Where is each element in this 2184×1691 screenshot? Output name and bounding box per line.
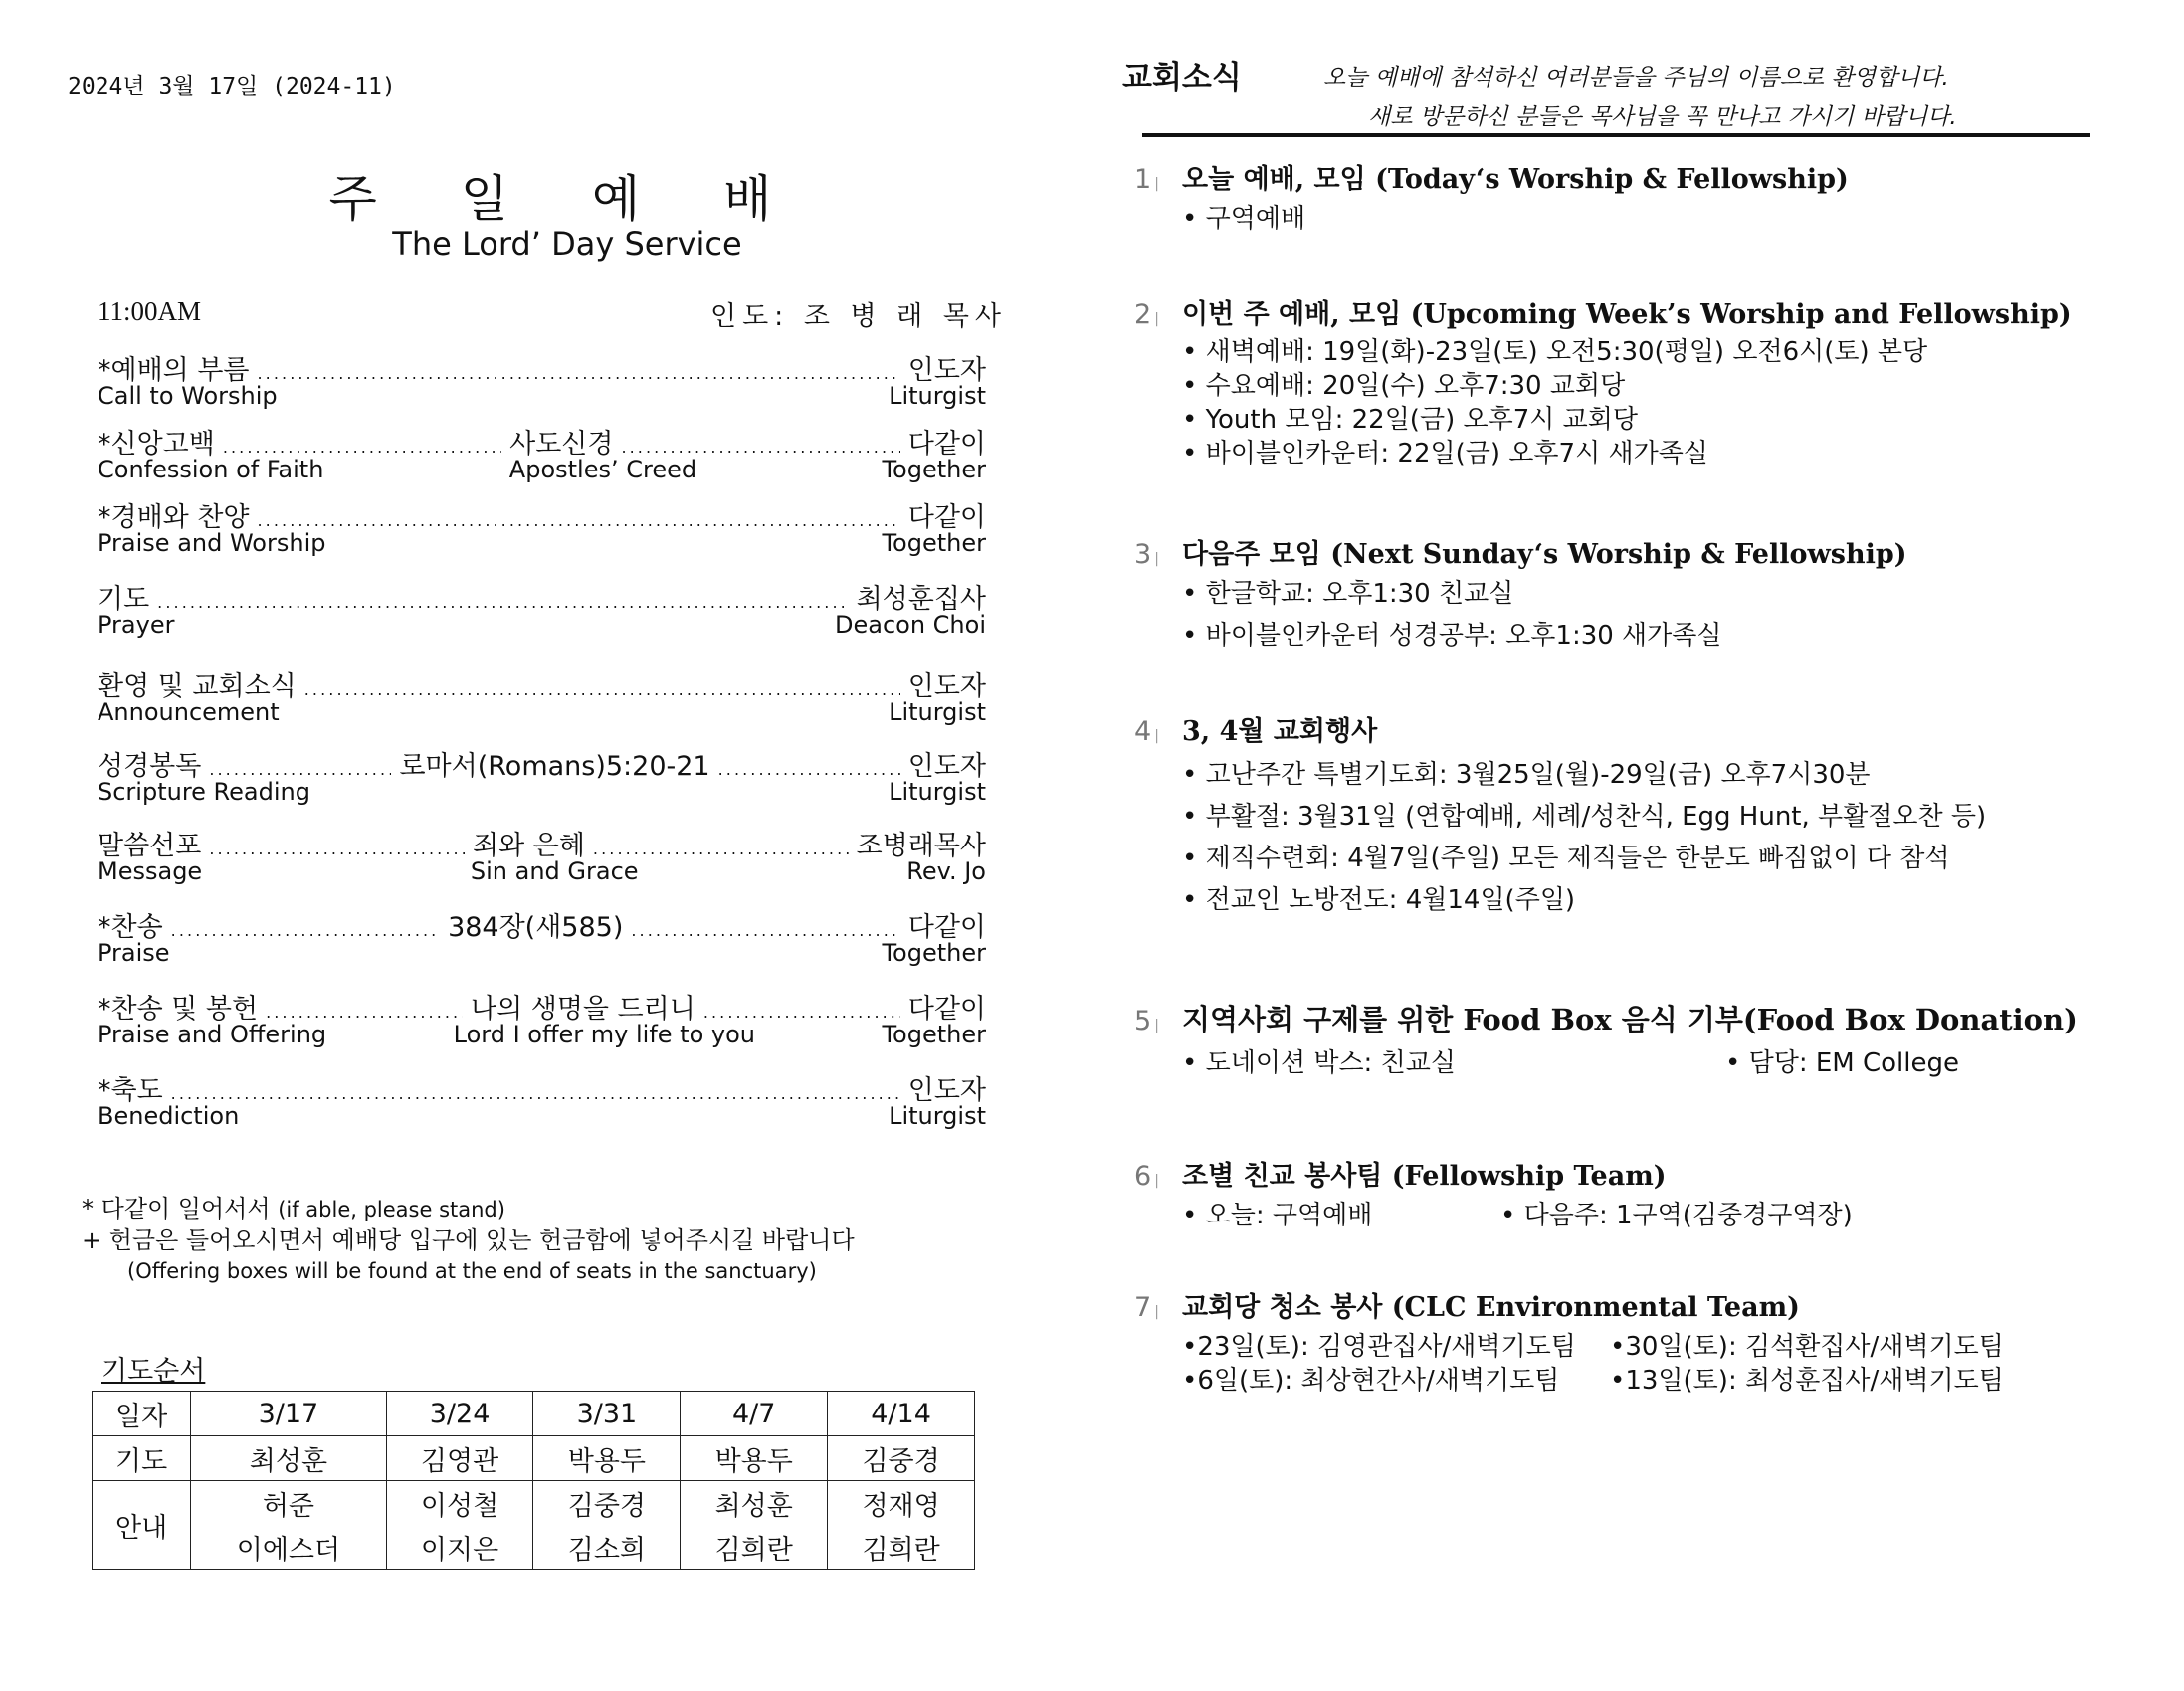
order-role-en: Deacon Choi — [835, 611, 986, 639]
table-cell: 이에스더 — [191, 1525, 386, 1570]
order-role-ko: 인도자 — [907, 1075, 986, 1106]
dot-leader — [304, 671, 900, 702]
table-cell: 일자 — [93, 1392, 191, 1436]
table-cell: 최성훈 — [681, 1481, 828, 1526]
table-cell: 3/24 — [386, 1392, 533, 1436]
order-role-ko: 인도자 — [907, 355, 986, 386]
section-title: 이번 주 예배, 모임 (Upcoming Week’s Worship and Fellowship) — [1182, 299, 2072, 330]
news-section — [1134, 998, 2080, 1080]
order-en: Confession of Faith — [98, 456, 324, 483]
list-item: • 바이블인카운터: 22일(금) 오후7시 새가족실 — [1182, 439, 1708, 469]
order-item-praise-worship — [98, 495, 986, 559]
order-content-en: Sin and Grace — [470, 857, 639, 885]
order-role-ko: 다같이 — [907, 502, 986, 533]
order-ko: *찬송 — [98, 912, 163, 943]
order-content-ko: 나의 생명을 드리니 — [471, 994, 695, 1025]
list-item: • 다음주: 1구역(김중경구역장) — [1500, 1201, 1853, 1230]
order-ko: *찬송 및 봉헌 — [98, 994, 259, 1025]
table-cell: 김영관 — [386, 1436, 533, 1481]
table-cell: 김희란 — [681, 1525, 828, 1570]
news-section — [1134, 709, 2080, 917]
table-cell: 기도 — [93, 1436, 191, 1481]
order-item-hymn — [98, 905, 986, 969]
news-section — [1134, 532, 2080, 653]
order-en: Announcement — [98, 698, 280, 726]
table-cell: 박용두 — [533, 1436, 681, 1481]
section-number: 5 | — [1134, 1006, 1182, 1036]
table-cell: 허준 — [191, 1481, 386, 1526]
list-item: • 고난주간 특별기도회: 3월25일(월)-29일(금) 오후7시30분 — [1182, 760, 1871, 790]
order-ko: *경배와 찬양 — [98, 502, 250, 533]
table-row — [93, 1525, 975, 1570]
list-item: •23일(토): 김영관집사/새벽기도팀 — [1182, 1332, 1576, 1362]
order-role-ko: 다같이 — [907, 429, 986, 460]
order-content-ko: 사도신경 — [509, 429, 614, 460]
order-item-announcement — [98, 664, 986, 728]
table-cell: 4/7 — [681, 1392, 828, 1436]
dot-leader — [258, 355, 900, 386]
section-number: 6 | — [1134, 1161, 1182, 1192]
list-item: • 오늘: 구역예배 — [1182, 1201, 1373, 1230]
welcome-line: 새로 방문하신 분들은 목사님을 꼭 만나고 가시기 바랍니다. — [1368, 104, 1957, 130]
order-role-en: Rev. Jo — [906, 857, 986, 885]
service-title-english: The Lord’ Day Service — [392, 225, 742, 263]
section-number: 4 | — [1134, 716, 1182, 747]
table-row — [93, 1436, 975, 1481]
order-role-ko: 다같이 — [907, 912, 987, 943]
list-item: • 부활절: 3월31일 (연합예배, 세례/성찬식, Egg Hunt, 부활절오찬 등) — [1182, 802, 1987, 832]
table-row — [93, 1392, 975, 1436]
order-role-ko: 인도자 — [907, 671, 986, 702]
stand-note-en: (if able, please stand) — [278, 1198, 505, 1221]
list-item: •6일(토): 최상현간사/새벽기도팀 — [1182, 1366, 1560, 1396]
order-item-call-to-worship — [98, 348, 986, 412]
section-title: 3, 4월 교회행사 — [1182, 716, 1378, 747]
list-item: • 한글학교: 오후1:30 친교실 — [1182, 579, 1514, 609]
news-section — [1134, 157, 2080, 236]
table-cell: 김소희 — [533, 1525, 681, 1570]
order-item-confession — [98, 422, 986, 485]
section-number: 1 | — [1134, 164, 1182, 195]
section-number: 7 | — [1134, 1292, 1182, 1323]
church-news-title: 교회소식 — [1122, 60, 1242, 95]
service-notes — [82, 1194, 855, 1287]
list-item: • 제직수련회: 4월7일(주일) 모든 제직들은 한분도 빠짐없이 다 참석 — [1182, 844, 1950, 873]
table-cell: 김희란 — [828, 1525, 975, 1570]
order-item-message — [98, 824, 986, 887]
dot-leader — [157, 584, 848, 615]
prayer-order-table — [92, 1391, 975, 1570]
section-title: 오늘 예배, 모임 (Today‘s Worship & Fellowship) — [1182, 164, 1849, 195]
list-item: • Youth 모임: 22일(금) 오후7시 교회당 — [1182, 405, 1638, 435]
order-content-ko: 로마서(Romans)5:20-21 — [399, 751, 710, 782]
list-item: • 도네이션 박스: 친교실 — [1182, 1048, 1456, 1078]
service-leader: 인도: 조 병 래 목사 — [710, 301, 1008, 332]
order-en: Call to Worship — [98, 382, 278, 410]
order-role-en: Liturgist — [889, 382, 986, 410]
order-role-ko: 최성훈집사 — [856, 584, 986, 615]
news-section — [1134, 1154, 2080, 1232]
section-title: 조별 친교 봉사팀 (Fellowship Team) — [1182, 1161, 1667, 1192]
list-item: • 수요예배: 20일(수) 오후7:30 교회당 — [1182, 371, 1626, 401]
order-role-en: Together — [882, 529, 986, 557]
order-ko: *예배의 부름 — [98, 355, 250, 386]
order-ko: 말씀선포 — [98, 831, 202, 861]
dot-leader — [258, 502, 900, 533]
list-item: • 담당: EM College — [1725, 1048, 1959, 1078]
order-en: Praise — [98, 939, 170, 967]
table-cell: 박용두 — [681, 1436, 828, 1481]
service-title-korean: 주 일 예 배 — [328, 170, 806, 228]
order-en: Message — [98, 857, 203, 885]
order-en: Benediction — [98, 1102, 240, 1130]
table-cell: 3/17 — [191, 1392, 386, 1436]
order-item-prayer — [98, 577, 986, 641]
dot-leader — [171, 912, 440, 943]
list-item: • 전교인 노방전도: 4월14일(주일) — [1182, 885, 1576, 915]
order-item-scripture — [98, 744, 986, 808]
table-cell: 3/31 — [533, 1392, 681, 1436]
order-content-ko: 384장(새585) — [448, 912, 624, 943]
list-item: •30일(토): 김석환집사/새벽기도팀 — [1610, 1332, 2004, 1362]
order-item-benediction — [98, 1068, 986, 1132]
order-en: Scripture Reading — [98, 778, 310, 806]
table-cell: 안내 — [93, 1481, 191, 1570]
news-section — [1134, 292, 2080, 470]
section-title: 다음주 모임 (Next Sunday‘s Worship & Fellowship) — [1182, 539, 1907, 570]
table-cell: 최성훈 — [191, 1436, 386, 1481]
table-row — [93, 1481, 975, 1526]
order-en: Praise and Offering — [98, 1021, 327, 1048]
order-ko: 성경봉독 — [98, 751, 202, 782]
stand-note-ko: * 다같이 일어서서 — [82, 1195, 271, 1222]
service-time: 11:00AM — [98, 296, 202, 326]
order-role-ko: 조병래목사 — [856, 831, 987, 861]
order-content-en: Lord I offer my life to you — [453, 1021, 755, 1048]
prayer-order-title: 기도순서 — [101, 1356, 206, 1387]
order-role-en: Liturgist — [889, 778, 986, 806]
table-cell: 정재영 — [828, 1481, 975, 1526]
section-title: 교회당 청소 봉사 (CLC Environmental Team) — [1182, 1292, 1800, 1323]
list-item: • 새벽예배: 19일(화)-23일(토) 오전5:30(평일) 오전6시(토) 본당 — [1182, 337, 1928, 367]
order-content-ko: 죄와 은혜 — [473, 831, 585, 861]
bulletin-date: 2024년 3월 17일 (2024-11) — [68, 74, 396, 99]
list-item: •13일(토): 최성훈집사/새벽기도팀 — [1610, 1366, 2004, 1396]
table-cell: 김중경 — [533, 1481, 681, 1526]
divider — [1142, 133, 2090, 137]
order-ko: *신앙고백 — [98, 429, 215, 460]
order-ko: 기도 — [98, 584, 150, 615]
order-en: Praise and Worship — [98, 529, 326, 557]
order-role-en: Together — [882, 939, 986, 967]
dot-leader — [631, 912, 899, 943]
section-number: 3 | — [1134, 539, 1182, 570]
welcome-line: 오늘 예배에 참석하신 여러분들을 주님의 이름으로 환영합니다. — [1323, 65, 1949, 91]
order-role-en: Liturgist — [889, 698, 986, 726]
order-ko: *축도 — [98, 1075, 163, 1106]
order-content-en: Apostles’ Creed — [508, 456, 697, 483]
list-item: • 바이블인카운터 성경공부: 오후1:30 새가족실 — [1182, 621, 1722, 651]
order-role-en: Together — [882, 456, 986, 483]
table-cell: 김중경 — [828, 1436, 975, 1481]
table-cell: 이성철 — [386, 1481, 533, 1526]
table-cell: 이지은 — [386, 1525, 533, 1570]
section-number: 2 | — [1134, 299, 1182, 330]
offering-note-en: (Offering boxes will be found at the end of seats in the sanctuary) — [127, 1259, 817, 1283]
dot-leader — [718, 751, 900, 782]
order-role-en: Together — [882, 1021, 986, 1048]
news-section — [1134, 1285, 2080, 1398]
order-role-en: Liturgist — [889, 1102, 986, 1130]
welcome-message — [1323, 58, 2060, 137]
offering-note-ko: + 헌금은 들어오시면서 예배당 입구에 있는 헌금함에 넣어주시길 바랍니다 — [82, 1226, 855, 1254]
order-role-ko: 다같이 — [907, 994, 986, 1025]
order-en: Prayer — [98, 611, 175, 639]
order-item-offering — [98, 987, 986, 1050]
dot-leader — [171, 1075, 900, 1106]
table-cell: 4/14 — [828, 1392, 975, 1436]
order-ko: 환영 및 교회소식 — [98, 671, 297, 702]
section-title: 지역사회 구제를 위한 Food Box 음식 기부(Food Box Donation) — [1182, 1003, 2078, 1036]
list-item: • 구역예배 — [1182, 204, 1306, 234]
order-role-ko: 인도자 — [907, 751, 986, 782]
